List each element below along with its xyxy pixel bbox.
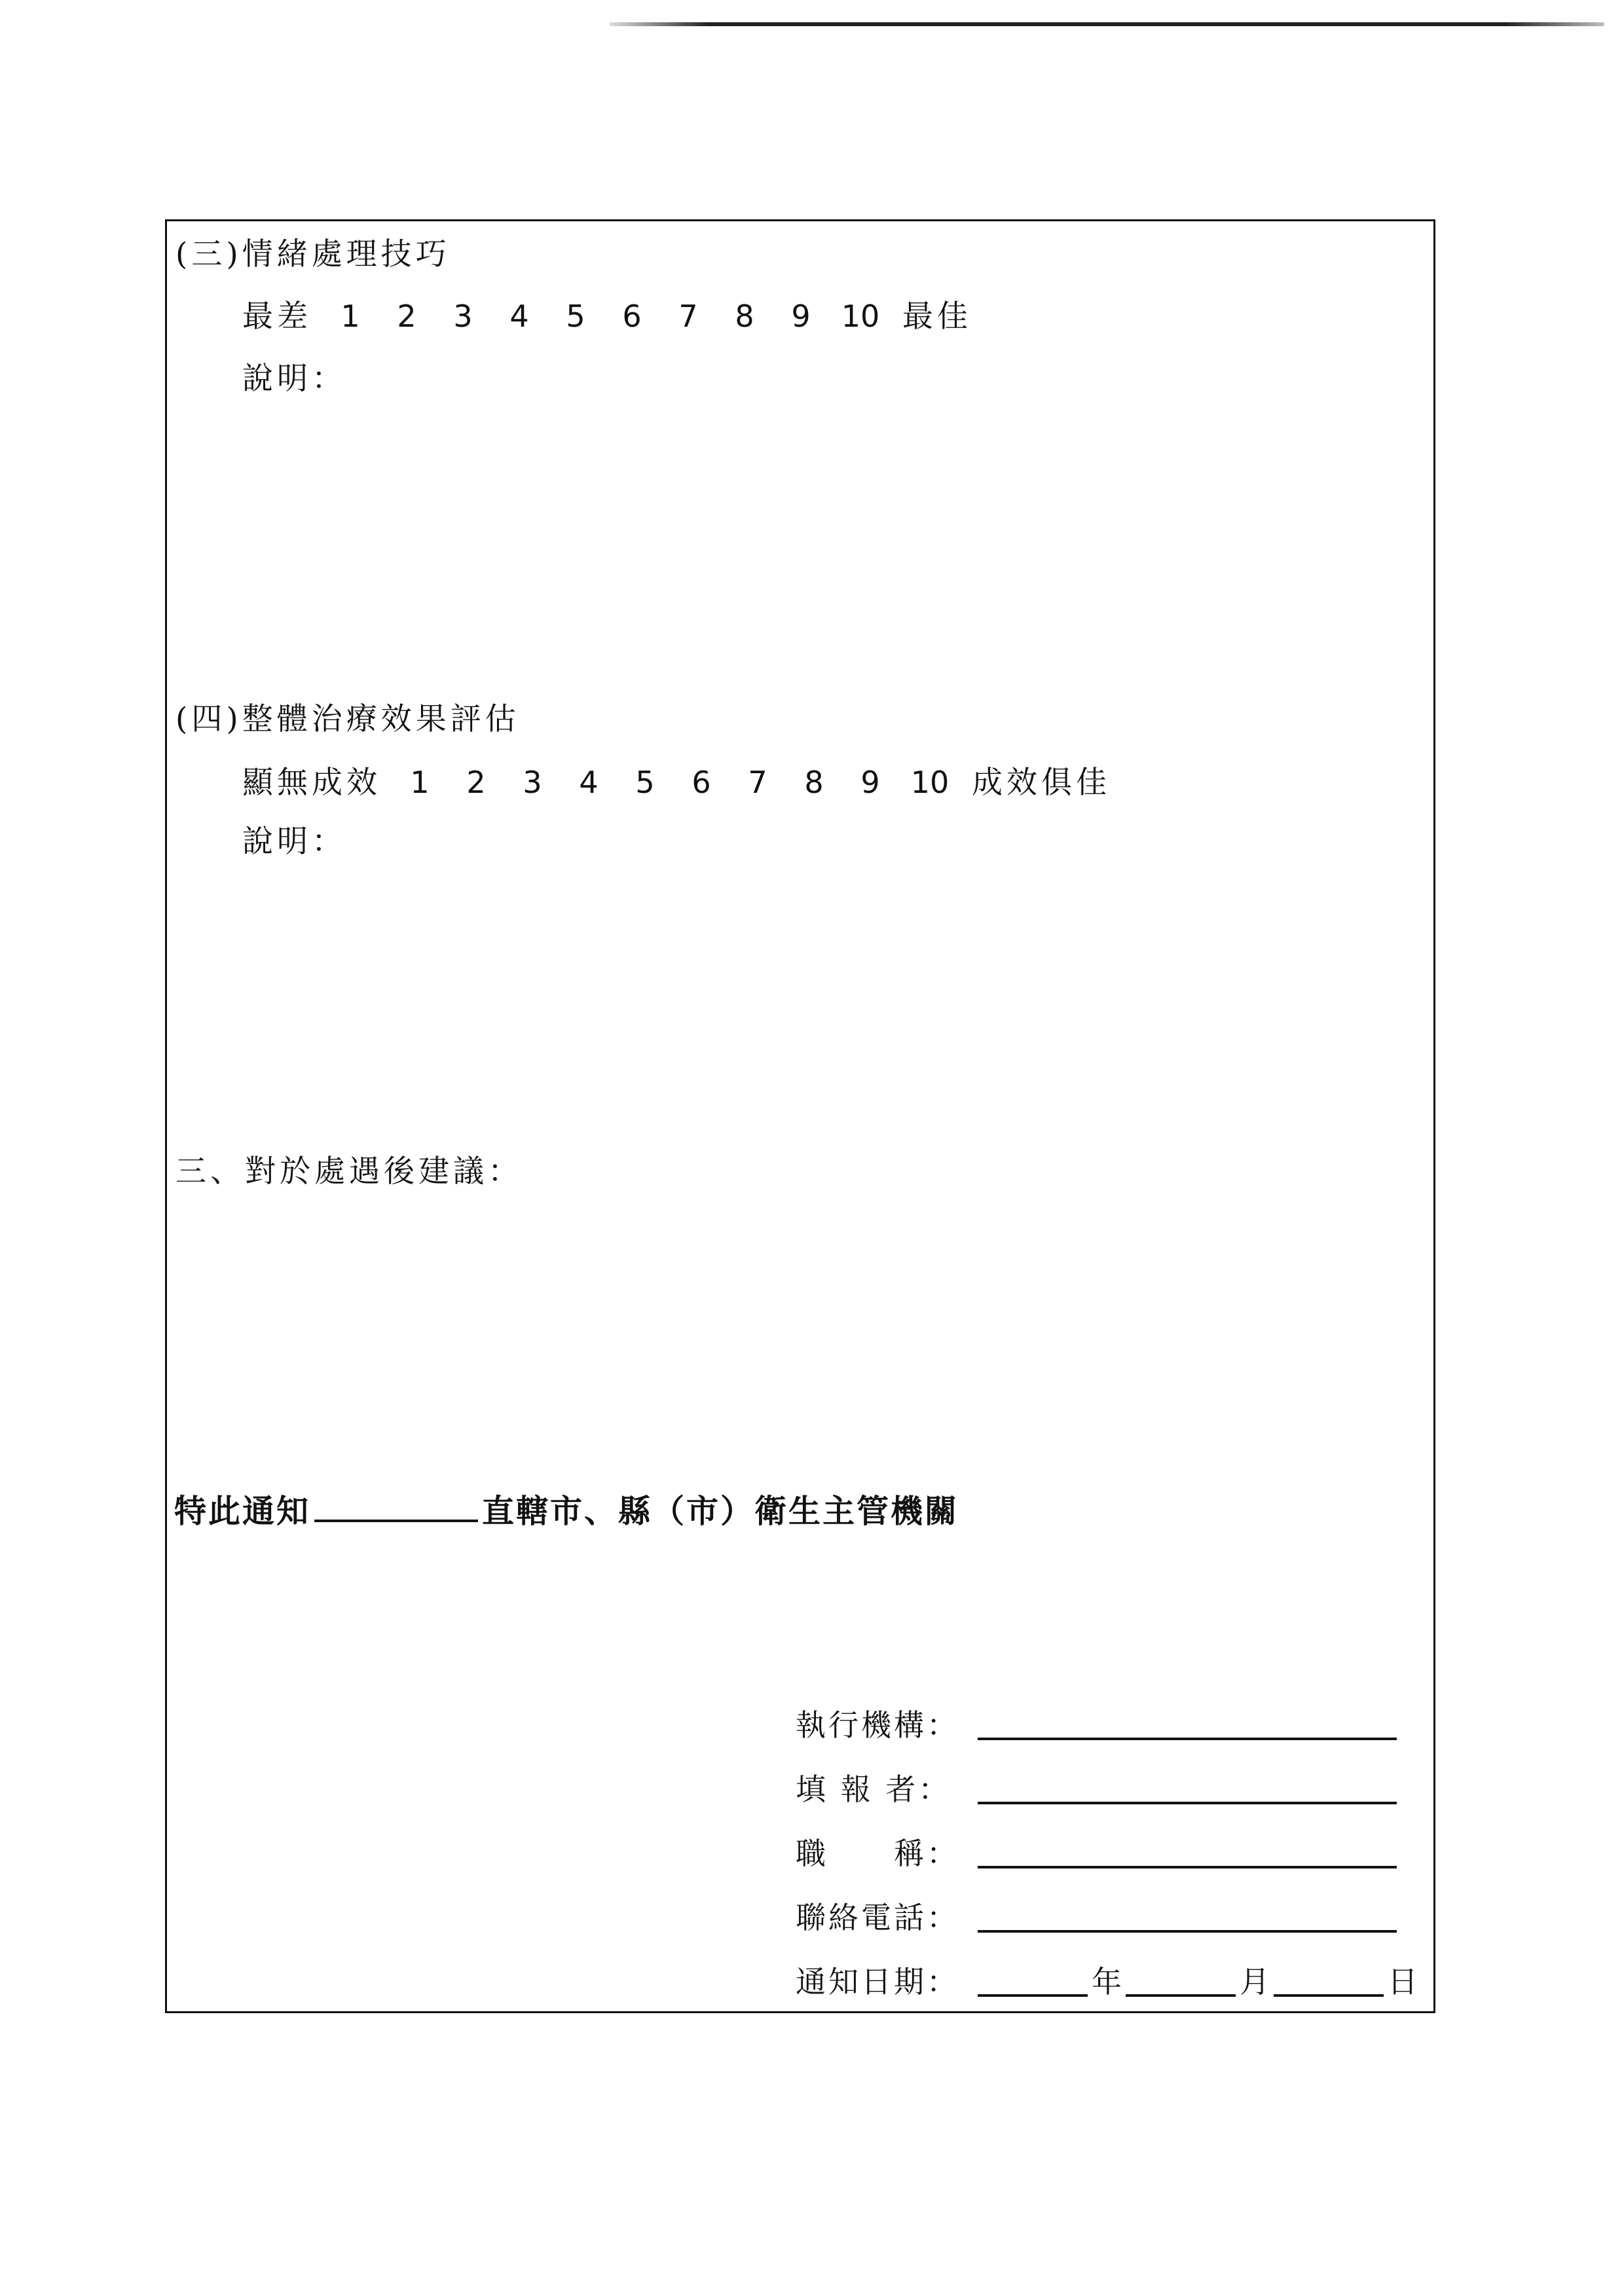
section-4-heading: (四)整體治療效果評估 — [175, 701, 520, 737]
phone-label: 聯絡電話： — [796, 1900, 959, 1935]
scale-option[interactable]: 1 — [410, 765, 430, 800]
section-3-note-label: 說明： — [242, 361, 346, 397]
reporter-input-line[interactable] — [978, 1772, 1397, 1804]
section-4-note-label: 說明： — [242, 824, 346, 860]
year-unit: 年 — [1092, 1964, 1122, 1999]
scale-option[interactable]: 2 — [397, 299, 416, 334]
notification-date-field — [796, 1964, 1422, 1997]
scale-option[interactable]: 6 — [692, 765, 711, 800]
scale-option[interactable]: 2 — [466, 765, 486, 800]
scale-numbers — [392, 765, 961, 800]
title-field — [796, 1836, 1397, 1871]
year-input-line[interactable] — [978, 1964, 1088, 1997]
day-input-line[interactable] — [1274, 1964, 1384, 1997]
scale-option[interactable]: 4 — [579, 765, 599, 800]
scale-option[interactable]: 10 — [841, 299, 880, 334]
form-frame — [165, 219, 1435, 2013]
title-input-line[interactable] — [978, 1836, 1397, 1868]
notice-suffix: 直轄市、縣（市）衛生主管機關 — [482, 1492, 959, 1530]
notice-prefix: 特此通知 — [174, 1492, 311, 1530]
section-4-rating-scale — [242, 765, 1111, 801]
scale-high-label: 成效俱佳 — [972, 765, 1111, 801]
scale-option[interactable]: 9 — [860, 765, 880, 800]
section-3-heading: (三)情緒處理技巧 — [175, 236, 451, 272]
notice-line — [174, 1486, 959, 1532]
scale-option[interactable]: 8 — [735, 299, 754, 334]
scale-numbers — [322, 299, 892, 334]
scale-option[interactable]: 6 — [622, 299, 642, 334]
month-unit: 月 — [1240, 1964, 1270, 1999]
scale-low-label: 顯無成效 — [242, 765, 381, 801]
scale-option[interactable]: 3 — [523, 765, 542, 800]
phone-field — [796, 1900, 1397, 1933]
section-3-rating-scale — [242, 299, 972, 335]
authority-blank[interactable] — [314, 1493, 478, 1522]
top-edge-rule — [609, 22, 1604, 26]
agency-field — [796, 1707, 1397, 1743]
phone-input-line[interactable] — [978, 1900, 1397, 1933]
part-3-heading: 三、對於處遇後建議： — [175, 1154, 523, 1190]
scale-option[interactable]: 9 — [791, 299, 811, 334]
scale-option[interactable]: 5 — [635, 765, 655, 800]
agency-label: 執行機構： — [796, 1707, 959, 1743]
day-unit: 日 — [1388, 1964, 1418, 1999]
scale-option[interactable]: 1 — [341, 299, 360, 334]
scale-option[interactable]: 7 — [678, 299, 698, 334]
scale-low-label: 最差 — [242, 299, 312, 335]
month-input-line[interactable] — [1126, 1964, 1236, 1997]
date-label: 通知日期： — [796, 1964, 959, 1999]
scale-option[interactable]: 5 — [566, 299, 585, 334]
title-label: 職 稱： — [796, 1836, 959, 1871]
scale-option[interactable]: 8 — [804, 765, 824, 800]
scale-option[interactable]: 3 — [453, 299, 473, 334]
scale-high-label: 最佳 — [902, 299, 972, 335]
agency-input-line[interactable] — [978, 1707, 1397, 1740]
scale-option[interactable]: 7 — [748, 765, 767, 800]
scale-option[interactable]: 10 — [910, 765, 950, 800]
reporter-field — [796, 1772, 1397, 1807]
scale-option[interactable]: 4 — [509, 299, 529, 334]
reporter-label: 填 報 者： — [796, 1772, 951, 1807]
